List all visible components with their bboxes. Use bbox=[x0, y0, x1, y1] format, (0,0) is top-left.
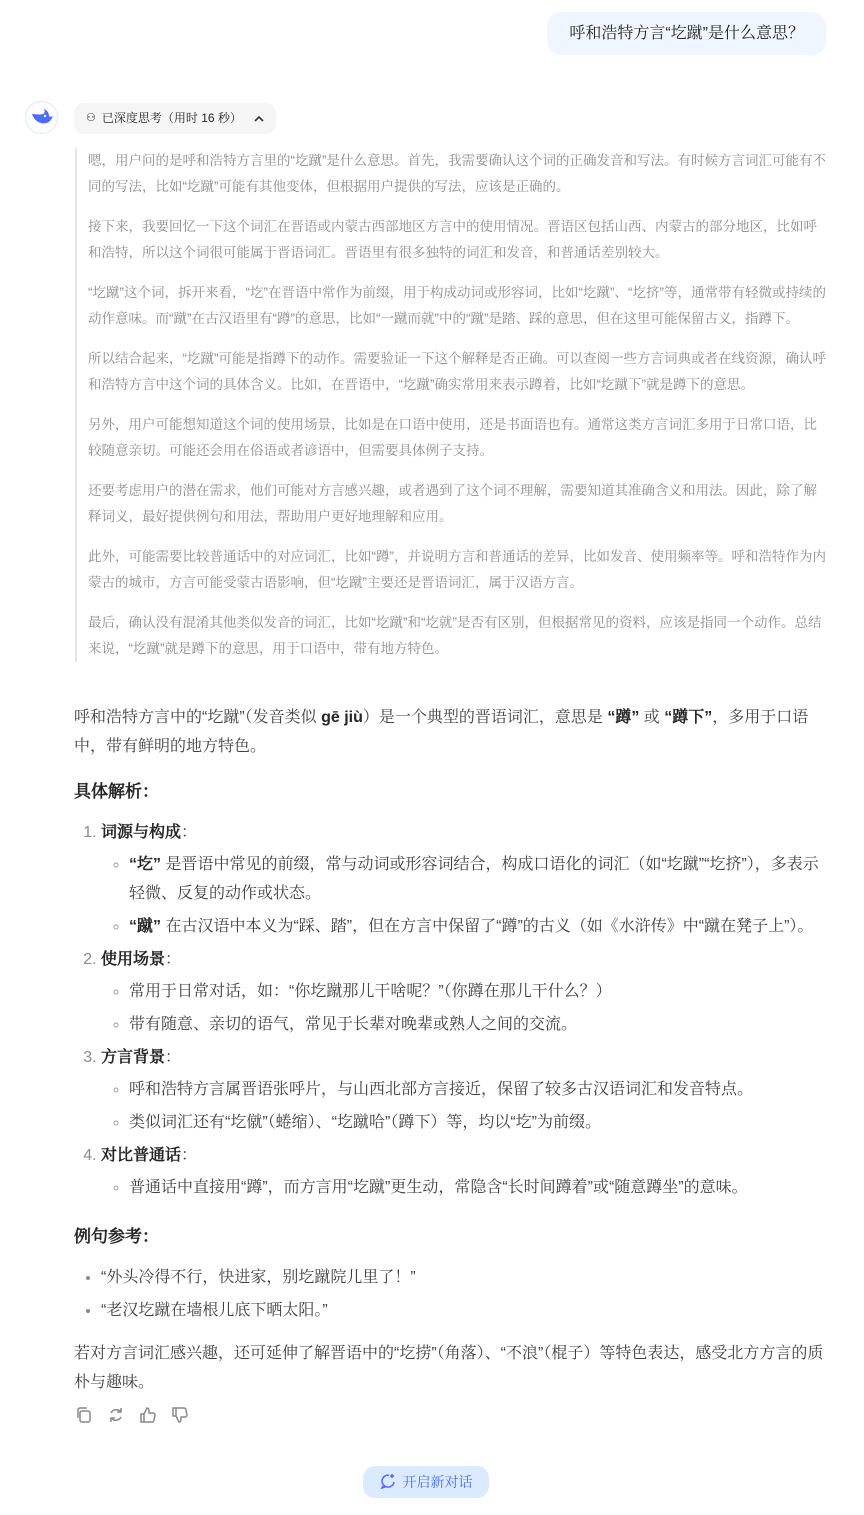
intro-text: ）是一个典型的晋语词汇，意思是 bbox=[362, 709, 608, 726]
list-item bbox=[101, 818, 828, 941]
intro-text: ，多用于口语中，带有鲜明的地方特色。 bbox=[74, 709, 809, 755]
bold-term: “圪” bbox=[129, 856, 162, 873]
chevron-up-icon bbox=[254, 103, 264, 134]
new-chat-button[interactable] bbox=[363, 1466, 489, 1498]
item-title: 对比普通话 bbox=[101, 1147, 182, 1164]
thumbs-up-icon[interactable] bbox=[138, 1405, 158, 1425]
colon: ： bbox=[165, 951, 182, 968]
new-chat-label: 开启新对话 bbox=[402, 1474, 473, 1490]
analysis-list bbox=[74, 818, 828, 1202]
sub-item: ◦ 常用于日常对话，如：“你圪蹴那儿干啥呢？”（你蹲在那儿干什么？） bbox=[129, 977, 828, 1006]
bold-term: “蹴” bbox=[129, 918, 162, 935]
user-message: 呼和浩特方言“圪蹴”是什么意思？ bbox=[547, 12, 826, 55]
list-item bbox=[101, 1141, 828, 1202]
list-item bbox=[101, 945, 828, 1039]
thought-paragraph: “圪蹴”这个词，拆开来看，“圪”在晋语中常作为前缀，用于构成动词或形容词，比如“圪蹴”、“圪挤”等，通常带有轻微或持续的动作意味。而“蹴”在古汉语里有“蹲”的意思，比如“一蹴而就”中的“蹴”是踏、踩的意思，但在这里可能保留古义，指蹲下。 bbox=[88, 285, 826, 326]
examples-list bbox=[74, 1263, 828, 1325]
colon: ： bbox=[181, 824, 198, 841]
intro-text: 或 bbox=[639, 709, 665, 726]
section-heading: 具体解析： bbox=[74, 782, 159, 801]
sub-item: ◦ 类似词汇还有“圪僦”（蜷缩）、“圪蹴哈”（蹲下）等，均以“圪”为前缀。 bbox=[129, 1108, 828, 1137]
list-item bbox=[101, 1043, 828, 1137]
sub-item: ◦ 呼和浩特方言属晋语张呼片，与山西北部方言接近，保留了较多古汉语词汇和发音特点。 bbox=[129, 1075, 828, 1104]
thinking-label: 已深度思考（用时 16 秒） bbox=[101, 111, 242, 125]
colon: ： bbox=[181, 1147, 198, 1164]
thumbs-down-icon[interactable] bbox=[170, 1405, 190, 1425]
pinyin: gē jiù bbox=[321, 709, 363, 726]
thinking-content bbox=[75, 148, 827, 662]
deep-think-icon: ⚇ bbox=[86, 112, 96, 124]
colon: ： bbox=[165, 1049, 182, 1066]
thought-paragraph: 嗯，用户问的是呼和浩特方言里的“圪蹴”是什么意思。首先，我需要确认这个词的正确发音和写法。有时候方言词汇可能有不同的写法，比如“圪蹴”可能有其他变体，但根据用户提供的写法，应该是正确的。 bbox=[88, 153, 826, 194]
bold-term: “蹲” bbox=[607, 709, 640, 726]
item-title: 词源与构成 bbox=[101, 824, 182, 841]
thought-paragraph: 另外，用户可能想知道这个词的使用场景，比如是在口语中使用，还是书面语也有。通常这类方言词汇多用于日常口语，比较随意亲切。可能还会用在俗语或者谚语中，但需要具体例子支持。 bbox=[88, 417, 817, 458]
section-heading: 例句参考： bbox=[74, 1227, 159, 1246]
item-title: 方言背景 bbox=[101, 1049, 166, 1066]
regenerate-icon[interactable] bbox=[106, 1405, 126, 1425]
sub-item bbox=[129, 912, 828, 941]
intro-text: 呼和浩特方言中的“圪蹴”（发音类似 bbox=[74, 709, 322, 726]
deepseek-logo-icon bbox=[25, 101, 58, 134]
sub-item: ◦ 普通话中直接用“蹲”，而方言用“圪蹴”更生动，常隐含“长时间蹲着”或“随意蹲坐”的意味。 bbox=[129, 1173, 828, 1202]
copy-icon[interactable] bbox=[74, 1405, 94, 1425]
message-actions bbox=[74, 1405, 190, 1425]
thought-paragraph: 此外，可能需要比较普通话中的对应词汇，比如“蹲”，并说明方言和普通话的差异，比如发音、使用频率等。呼和浩特作为内蒙古的城市，方言可能受蒙古语影响，但“圪蹴”主要还是晋语词汇，属于汉语方言。 bbox=[88, 549, 826, 590]
answer-intro bbox=[74, 703, 828, 761]
answer-closing: 若对方言词汇感兴趣，还可延伸了解晋语中的“圪捞”（角落）、“不浪”（棍子）等特色表达，感受北方方言的质朴与趣味。 bbox=[74, 1345, 824, 1391]
example-item: • “老汉圪蹴在墙根儿底下晒太阳。” bbox=[101, 1296, 828, 1325]
assistant-answer bbox=[74, 703, 828, 1397]
item-title: 使用场景 bbox=[101, 951, 166, 968]
sub-item: ◦ 带有随意、亲切的语气，常见于长辈对晚辈或熟人之间的交流。 bbox=[129, 1010, 828, 1039]
new-chat-icon bbox=[380, 1473, 396, 1492]
thinking-toggle-button[interactable] bbox=[74, 103, 276, 134]
example-item: • “外头冷得不行，快进家，别圪蹴院儿里了！” bbox=[101, 1263, 828, 1292]
sub-text: 是晋语中常见的前缀，常与动词或形容词结合，构成口语化的词汇（如“圪蹴”“圪挤”），多表示轻微、反复的动作或状态。 bbox=[129, 856, 819, 902]
thought-paragraph: 还要考虑用户的潜在需求，他们可能对方言感兴趣，或者遇到了这个词不理解，需要知道其准确含义和用法。因此，除了解释词义，最好提供例句和用法，帮助用户更好地理解和应用。 bbox=[88, 483, 817, 524]
sub-text: 在古汉语中本义为“踩、踏”，但在方言中保留了“蹲”的古义（如《水浒传》中“蹴在凳子上”）。 bbox=[161, 918, 814, 935]
sub-item bbox=[129, 850, 828, 908]
thought-paragraph: 所以结合起来，“圪蹴”可能是指蹲下的动作。需要验证一下这个解释是否正确。可以查阅一些方言词典或者在线资源，确认呼和浩特方言中这个词的具体含义。比如，在晋语中，“圪蹴”确实常用来表示蹲着，比如“圪蹴下”就是蹲下的意思。 bbox=[88, 351, 826, 392]
bold-term: “蹲下” bbox=[664, 709, 713, 726]
thought-paragraph: 最后，确认没有混淆其他类似发音的词汇，比如“圪蹴”和“圪就”是否有区别，但根据常见的资料，应该是指同一个动作。总结来说，“圪蹴”就是蹲下的意思，用于口语中，带有地方特色。 bbox=[88, 615, 822, 656]
thought-paragraph: 接下来，我要回忆一下这个词汇在晋语或内蒙古西部地区方言中的使用情况。晋语区包括山西、内蒙古的部分地区，比如呼和浩特，所以这个词很可能属于晋语词汇。晋语里有很多独特的词汇和发音，和普通话差别较大。 bbox=[88, 219, 817, 260]
